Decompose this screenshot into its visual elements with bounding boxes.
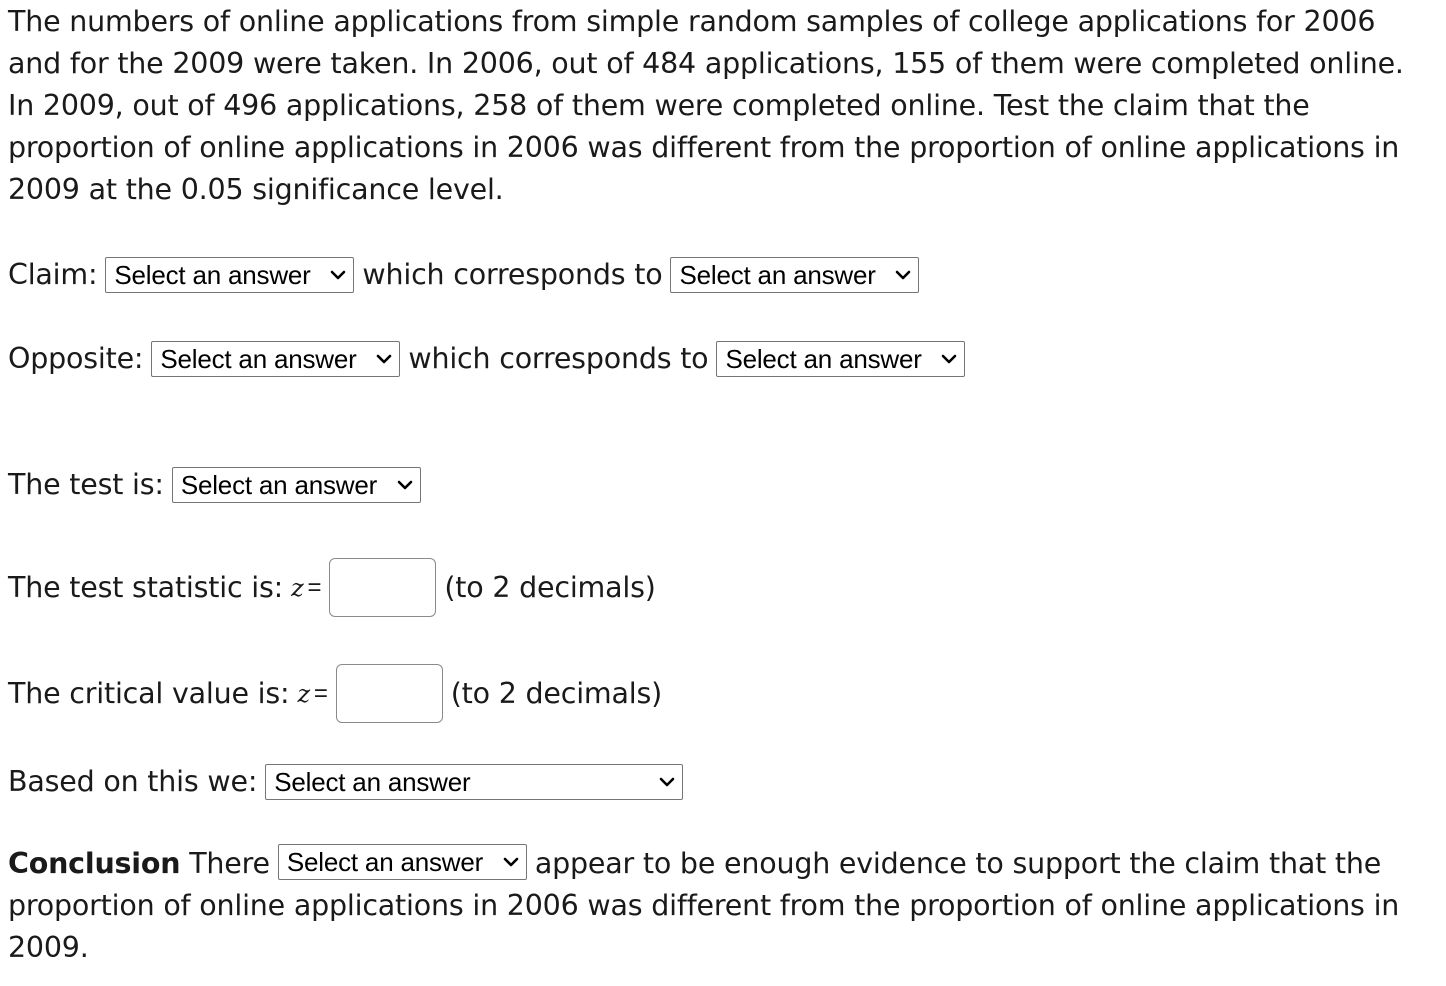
claim-connector: which corresponds to	[362, 258, 663, 291]
test-statistic-hint: (to 2 decimals)	[444, 570, 656, 604]
claim-select-value: Select an answer	[114, 260, 311, 290]
claim-select[interactable]	[105, 257, 354, 293]
claim-symbol-select[interactable]	[670, 257, 919, 293]
conclusion-label: Conclusion	[8, 847, 181, 880]
test-label: The test is:	[8, 468, 164, 501]
conclusion-select[interactable]	[278, 844, 527, 880]
opposite-select[interactable]	[151, 341, 400, 377]
test-statistic-row	[8, 558, 656, 617]
claim-symbol-select-value: Select an answer	[679, 260, 876, 290]
problem-page	[8, 0, 1428, 964]
decision-select-value: Select an answer	[274, 767, 471, 797]
critical-value-row	[8, 664, 662, 723]
decision-select[interactable]	[265, 764, 683, 800]
z-variable: z	[297, 679, 310, 708]
chevron-down-icon	[894, 266, 912, 284]
test-statistic-label: The test statistic is:	[8, 570, 284, 604]
opposite-select-value: Select an answer	[160, 344, 357, 374]
claim-row	[8, 254, 927, 296]
opposite-label: Opposite:	[8, 342, 144, 375]
opposite-symbol-select[interactable]	[716, 341, 965, 377]
conclusion-before: There	[189, 847, 270, 880]
chevron-down-icon	[658, 773, 676, 791]
conclusion-paragraph	[8, 843, 1428, 969]
critical-value-hint: (to 2 decimals)	[450, 676, 663, 710]
equals-sign: =	[307, 573, 322, 601]
test-statistic-input[interactable]	[329, 558, 436, 617]
critical-value-label: The critical value is:	[8, 676, 290, 710]
opposite-row	[8, 338, 973, 380]
conclusion-after: appear to be enough evidence to support the claim that the proportion of online applications in 2006 was different from the proportion of online applications in 2009.	[8, 847, 1400, 964]
decision-row	[8, 761, 691, 803]
chevron-down-icon	[502, 853, 520, 871]
test-type-select[interactable]	[172, 467, 421, 503]
claim-label: Claim:	[8, 258, 98, 291]
conclusion-select-value: Select an answer	[286, 847, 484, 877]
equals-sign: =	[313, 679, 328, 707]
chevron-down-icon	[329, 266, 347, 284]
question-text: The numbers of online applications from simple random samples of college applications for 2006 and for the 2009 were taken. In 2006, out of 484 applications, 155 of them were completed online. In 2009, out of 496 applications, 258 of them were completed online. Test the claim that the proportion of online applications in 2006 was different from the proportion of online applications in 2009 at the 0.05 significance level.	[8, 5, 1404, 206]
test-type-select-value: Select an answer	[180, 470, 378, 500]
z-variable: z	[291, 573, 304, 602]
chevron-down-icon	[396, 476, 414, 494]
opposite-symbol-select-value: Select an answer	[725, 344, 922, 374]
test-row	[8, 464, 429, 506]
opposite-connector: which corresponds to	[408, 342, 709, 375]
chevron-down-icon	[375, 350, 393, 368]
chevron-down-icon	[940, 350, 958, 368]
critical-value-input[interactable]	[336, 664, 443, 723]
decision-label: Based on this we:	[8, 765, 258, 798]
